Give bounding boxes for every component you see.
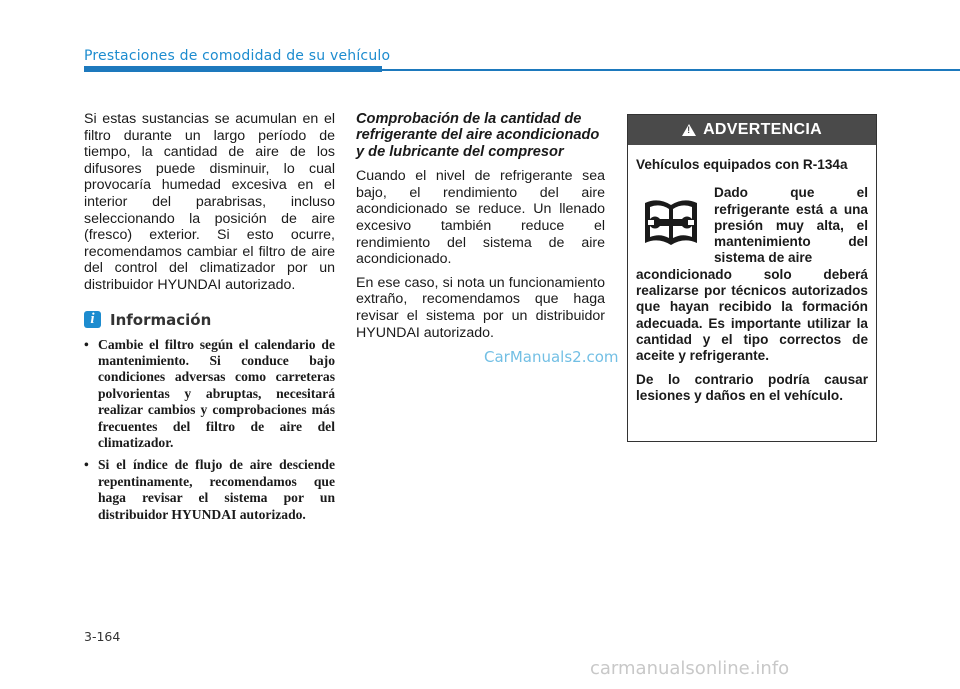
refrigerant-paragraph-2: En ese caso, si nota un funcionamiento extraño, recomendamos que haga revisar el sistema por un distribuidor HYUNDAI autorizado. <box>356 274 605 341</box>
warning-body <box>628 145 876 404</box>
page-number: 3-164 <box>84 629 121 644</box>
footer-watermark[interactable]: carmanualsonline.info <box>590 658 790 679</box>
refrigerant-paragraph-1: Cuando el nivel de refrigerante sea bajo, el rendimiento del aire acondicionado se reduce. Un llenado excesivo también reduce el rendimiento del sistema de aire acondicionado. <box>356 168 605 268</box>
watermark-link[interactable]: CarManuals2.com <box>484 348 619 366</box>
middle-column <box>356 111 605 348</box>
service-manual-wrench-icon <box>642 193 700 251</box>
warning-triangle-icon <box>682 124 696 136</box>
bullet-text: Si el índice de flujo de aire desciende repentinamente, recomendamos que haga revisar el sistema por un distribuidor HYUNDAI autorizado. <box>98 457 335 522</box>
warning-icon-row <box>636 185 868 266</box>
warning-title: ADVERTENCIA <box>703 121 822 138</box>
list-item: • Cambie el filtro según el calendario de mantenimiento. Si conduce bajo condiciones adversas como carreteras polvorientas y abruptas, necesitará realizar cambios y comprobaciones más frecuentes del filtro de aire del climatizador. <box>84 336 335 450</box>
info-bullet-list <box>84 337 335 523</box>
list-item: • Si el índice de flujo de aire desciende repentinamente, recomendamos que haga revisar el sistema por un distribuidor HYUNDAI autorizado. <box>84 457 335 522</box>
warning-paragraph-1: Vehículos equipados con R-134a <box>636 157 848 172</box>
warning-paragraph-2a: Dado que el refrigerante está a una presión muy alta, el mantenimiento del sistema de aire <box>714 185 868 266</box>
filter-paragraph: Si estas sustancias se acumulan en el filtro durante un largo período de tiempo, la cantidad de aire de los difusores puede disminuir, lo cual provocaría humedad excesiva en el interior del parabrisas, incluso seleccionando la posición de aire (fresco) exterior. Si esto ocurre, recomendamos cambiar el filtro de aire del control del climatizador por un distribuidor HYUNDAI autorizado. <box>84 111 335 293</box>
info-icon: i <box>84 311 101 328</box>
warning-header <box>628 115 876 145</box>
info-heading <box>84 311 335 329</box>
warning-box <box>627 114 877 442</box>
header-rule-thin <box>382 69 960 71</box>
bullet-text: Cambie el filtro según el calendario de mantenimiento. Si conduce bajo condiciones adversas como carreteras polvorientas y abruptas, necesitará realizar cambios y comprobaciones más frecuentes del filtro de aire del climatizador. <box>98 336 335 450</box>
warning-paragraph-2b: acondicionado solo deberá realizarse por técnicos autorizados que hayan recibido la formación adecuada. Es importante utilizar la cantidad y el tipo correctos de aceite y refrigerante. <box>636 266 868 364</box>
header-rule-thick <box>84 66 382 72</box>
section-header-title: Prestaciones de comodidad de su vehículo <box>84 48 391 64</box>
left-column <box>84 111 335 529</box>
warning-paragraph-3: De lo contrario podría causar lesiones y daños en el vehículo. <box>636 371 868 403</box>
section-title: Comprobación de la cantidad de refrigerante del aire acondicionado y de lubricante del compresor <box>356 111 600 160</box>
info-title: Información <box>110 310 212 329</box>
